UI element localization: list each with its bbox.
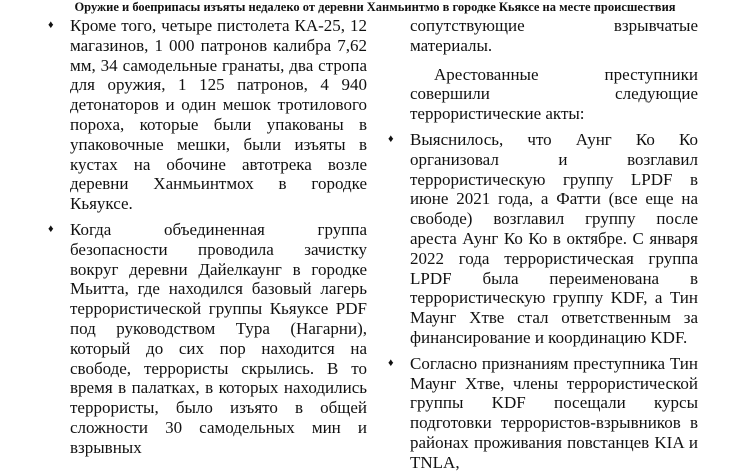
left-bullet-list <box>45 16 367 458</box>
right-column <box>385 16 698 473</box>
continued-text: сопутствующие взрывчатые материалы. <box>410 16 698 55</box>
photo-caption: Оружие и боеприпасы изъяты недалеко от деревни Ханмьинтмо в городке Кьяксе на месте происшествия <box>74 0 676 14</box>
left-column <box>45 16 367 458</box>
right-bullet-list <box>385 130 698 473</box>
list-item: ♦ Когда объединенная группа безопасности проводила зачистку вокруг деревни Дайелкаунг в городке Мьитта, где находился базовый лагерь террористической группы Кьяуксе PDF под руководством Тура (Нагарни), который до сих пор находится на свободе, террористы скрылись. В то время в палатках, в которых находились террористы, было изъято в общей сложности 30 самодельных мин и взрывных <box>45 220 367 458</box>
list-item: ♦ Кроме того, четыре пистолета КА-25, 12 магазинов, 1 000 патронов калибра 7,62 мм, 34 самодельные гранаты, два стропа для оружия, 1 125 патронов, 4 940 детонаторов и один мешок тротилового пороха, которые были упакованы в упаковочные мешки, были изъяты в кустах на обочине автотрека возле деревни Ханмьинтмох в городке Кьяуксе. <box>45 16 367 214</box>
list-item: ♦ Согласно признаниям преступника Тин Маунг Хтве, члены террористической группы KDF посещали курсы подготовки террористов-взрывников в районах проживания повстанцев KIA и TNLA, <box>385 354 698 473</box>
body-paragraph: Арестованные преступники совершили следующие террористические акты: <box>410 64 698 124</box>
list-item: ♦ Выяснилось, что Аунг Ко Ко организовал и возглавил террористическую группу LPDF в июне 2021 года, а Фатти (все еще на свободе) возглавил группу после ареста Аунг Ко Ко в октябре. С января 2022 года террористическая группа LPDF была переименована в террористическую группу KDF, а Тин Маунг Хтве стал ответственным за финансирование и координацию KDF. <box>385 130 698 348</box>
